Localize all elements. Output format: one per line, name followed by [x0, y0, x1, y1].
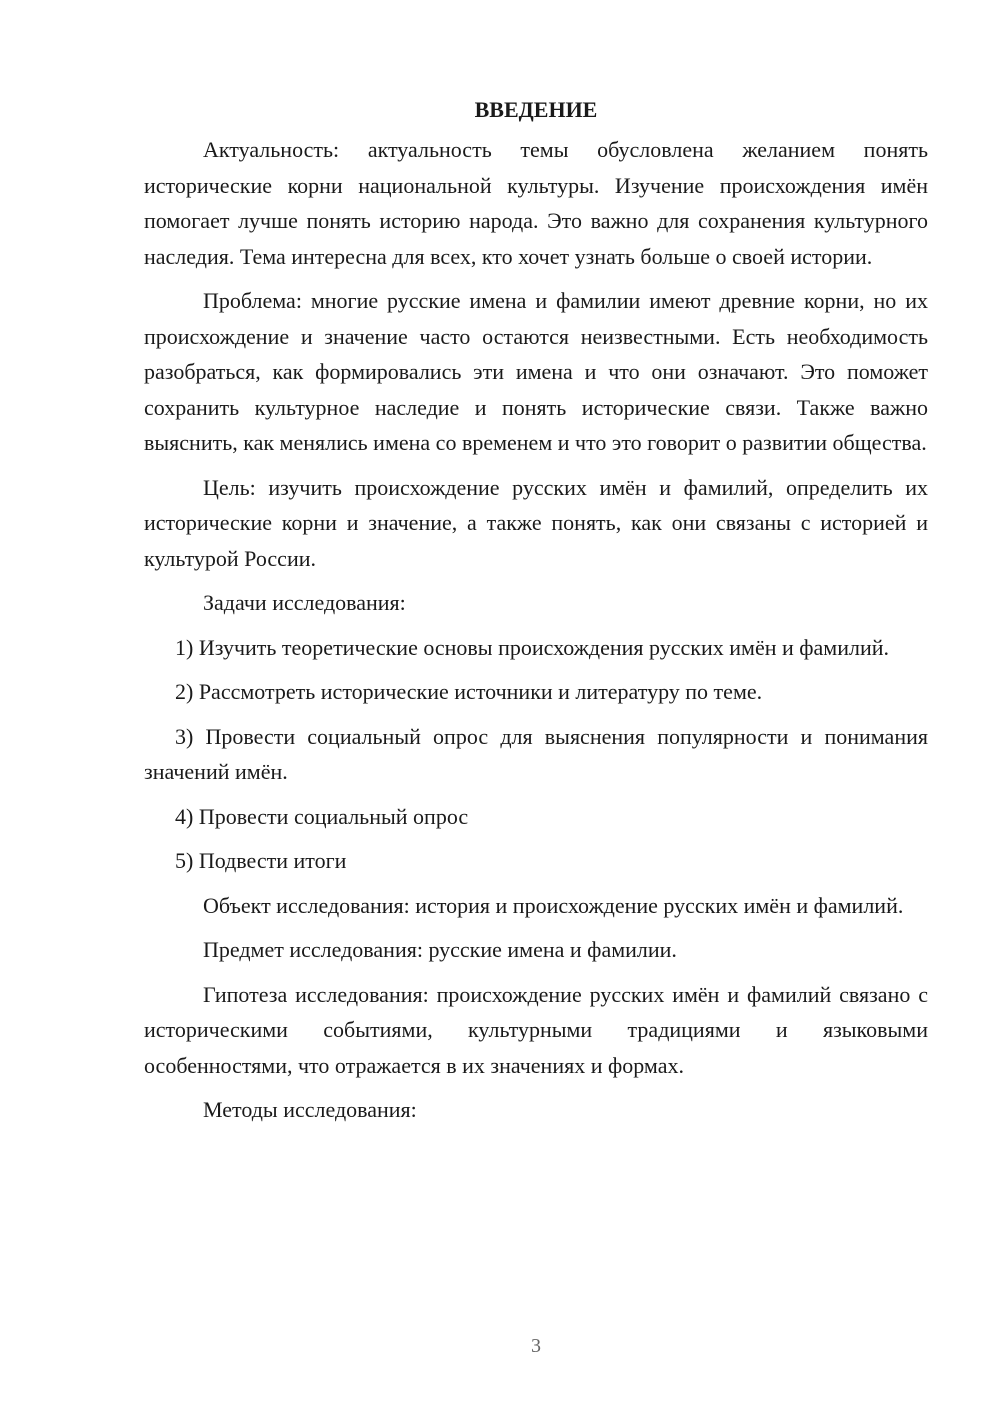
task-item-2: 2) Рассмотреть исторические источники и литературу по теме. [175, 679, 763, 704]
page-number: 3 [531, 1335, 541, 1357]
task-item-4: 4) Провести социальный опрос [175, 803, 469, 829]
relevance-paragraph: Актуальность: актуальность темы обусловлена желанием понять исторические корни национальной культуры. Изучение происхождения имён помогает лучше понять историю народа. Это важно для сохранения культурного наследия. Тема интересна для всех, кто хочет узнать больше о своей истории. [144, 137, 928, 269]
document-page [144, 92, 928, 1128]
task-item-1: 1) Изучить теоретические основы происхождения русских имён и фамилий. [175, 634, 889, 660]
goal-paragraph: Цель: изучить происхождение русских имён и фамилий, определить их исторические корни и значение, а также понять, как они связаны с историей и культурой России. [144, 474, 928, 571]
task-item-5: 5) Подвести итоги [175, 848, 347, 873]
problem-paragraph: Проблема: многие русские имена и фамилии имеют древние корни, но их происхождение и значение часто остаются неизвестными. Есть необходимость разобраться, как формировались эти имена и что они означают. Это поможет сохранить культурное наследие и понять исторические связи. Также важно выяснить, как менялись имена со временем и что это говорит о развитии общества. [144, 288, 928, 455]
object-paragraph: Объект исследования: история и происхождение русских имён и фамилий. [203, 892, 904, 918]
subject-paragraph: Предмет исследования: русские имена и фамилии. [203, 937, 677, 962]
task-item-3: 3) Провести социальный опрос для выяснения популярности и понимания значений имён. [144, 723, 928, 784]
section-title: ВВЕДЕНИЕ [474, 97, 598, 122]
methods-heading: Методы исследования: [203, 1097, 417, 1122]
hypothesis-paragraph: Гипотеза исследования: происхождение русских имён и фамилий связано с историческими событиями, культурными традициями и языковыми особенностями, что отражается в их значениях и формах. [144, 981, 928, 1078]
tasks-heading: Задачи исследования: [203, 590, 406, 615]
